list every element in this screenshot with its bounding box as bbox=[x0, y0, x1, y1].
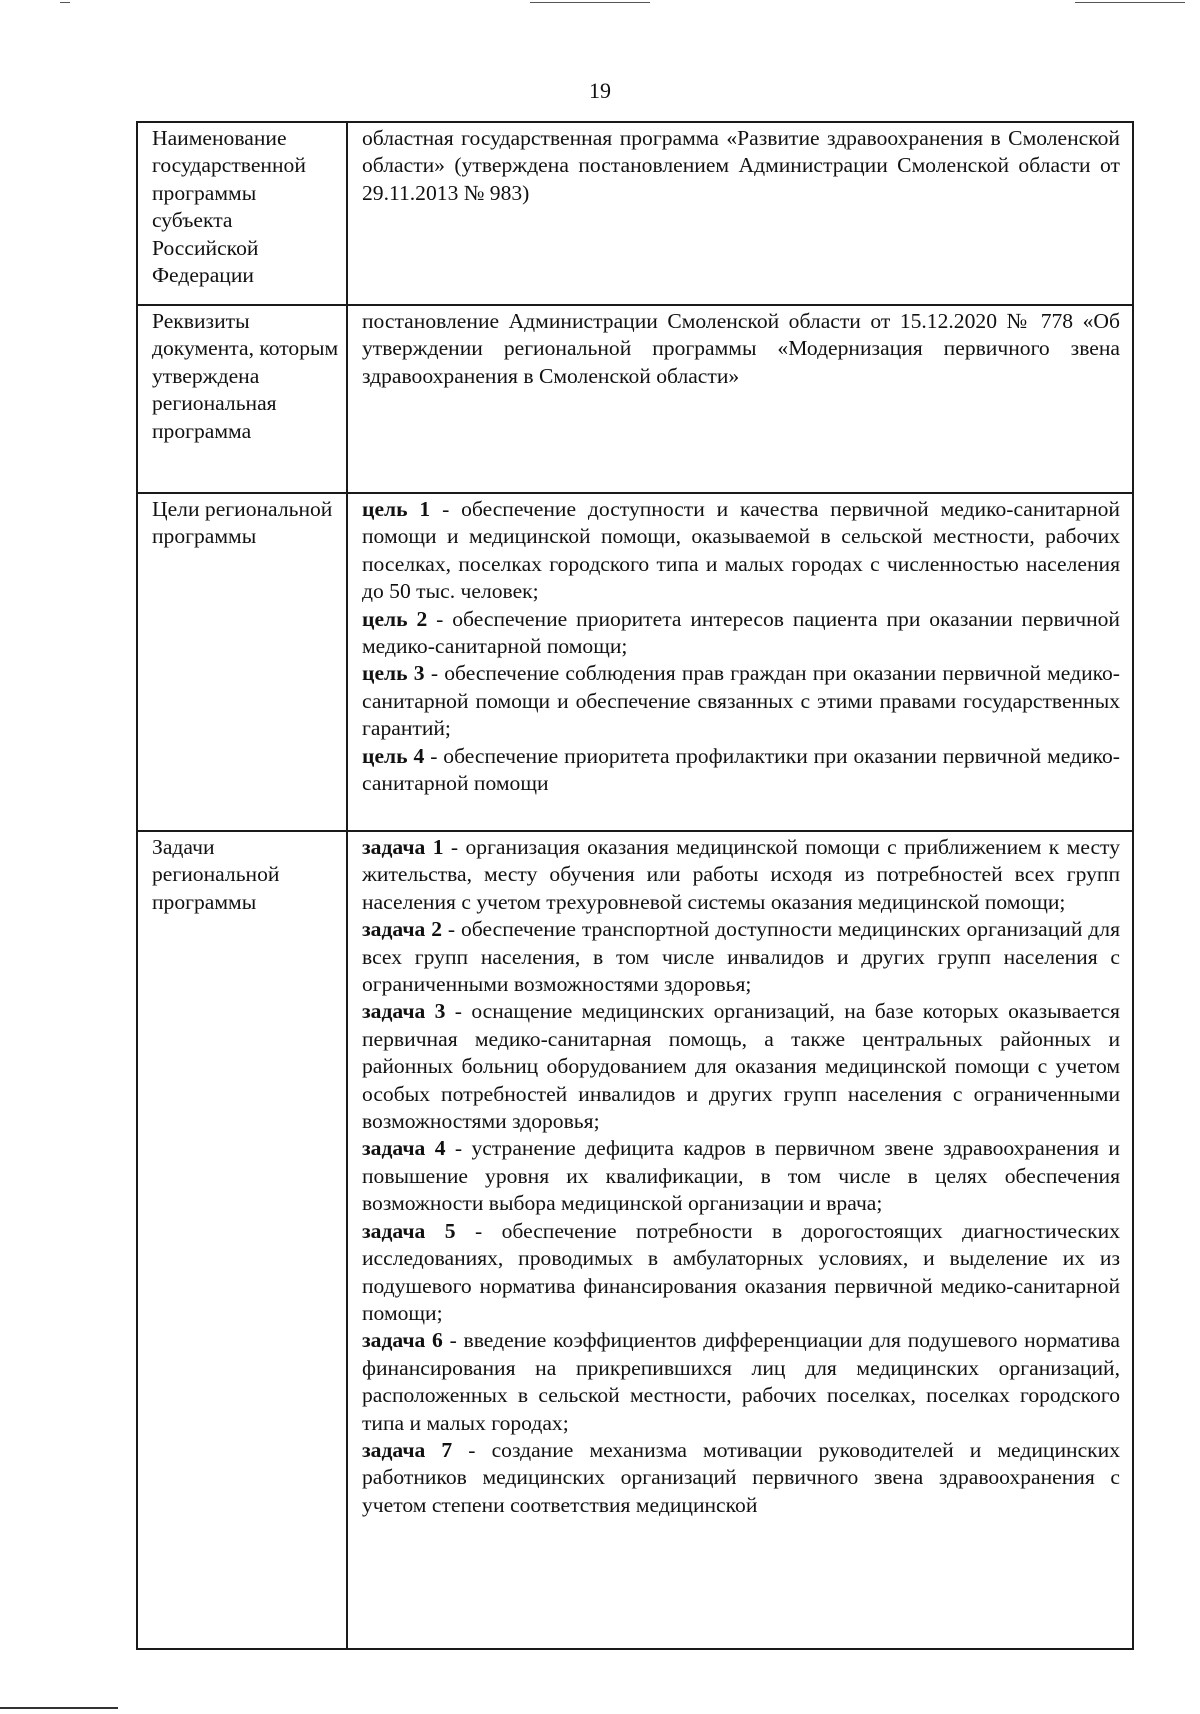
task-text: - обеспечение потребности в дорогостоящих диагностических исследованиях, проводимых в амбулаторных условиях, и выделение их из подушевого норматива финансирования оказания первичной медико-санитарной помощи; bbox=[362, 1218, 1120, 1325]
goal-head: цель 2 bbox=[362, 606, 428, 631]
task-item bbox=[362, 916, 1120, 998]
task-text: - обеспечение транспортной доступности медицинских организаций для всех групп населения, в том числе инвалидов и других групп населения с ограниченными возможностями здоровья; bbox=[362, 917, 1120, 997]
task-head: задача 5 bbox=[362, 1218, 456, 1243]
scan-artifact-top-center bbox=[530, 2, 650, 3]
goal-text: - обеспечение приоритета профилактики при оказании первичной медико-санитарной помощи bbox=[362, 743, 1120, 796]
task-item bbox=[362, 1218, 1120, 1328]
goal-text: - обеспечение приоритета интересов пациента при оказании первичной медико-санитарной помощи; bbox=[362, 606, 1120, 659]
task-text: - введение коэффициентов дифференциации для подушевого норматива финансирования на прикрепившихся лиц для медицинских организаций, расположенных в сельской местности, рабочих поселках, поселках городского типа и малых городах; bbox=[362, 1328, 1120, 1435]
task-head: задача 3 bbox=[362, 999, 446, 1024]
task-text: - устранение дефицита кадров в первичном звене здравоохранения и повышение уровня их квалификации, в том числе в целях обеспечения возможности выбора медицинской организации и врача; bbox=[362, 1136, 1120, 1216]
page-number: 19 bbox=[589, 78, 611, 103]
goal-head: цель 4 bbox=[362, 743, 425, 768]
task-item bbox=[362, 834, 1120, 916]
goal-item bbox=[362, 496, 1120, 606]
program-passport-table bbox=[136, 121, 1134, 1650]
row-content: постановление Администрации Смоленской области от 15.12.2020 № 778 «Об утверждении региональной программы «Модернизация первичного звена здравоохранения в Смоленской области» bbox=[347, 305, 1133, 493]
scan-artifact-top-right bbox=[1075, 2, 1185, 3]
task-text: - организация оказания медицинской помощи с приближением к месту жительства, месту обучения или работы исходя из потребностей всех групп населения с учетом трехуровневой системы оказания медицинской помощи; bbox=[362, 835, 1120, 914]
goal-item bbox=[362, 660, 1120, 742]
table-row-document-requisites bbox=[137, 305, 1133, 493]
task-item bbox=[362, 998, 1120, 1135]
task-item bbox=[362, 1327, 1120, 1437]
task-head: задача 1 bbox=[362, 835, 444, 859]
row-content-tasks bbox=[347, 831, 1133, 1649]
task-text: - создание механизма мотивации руководителей и медицинских работников медицинских организаций первичного звена здравоохранения с учетом степени соответствия медицинской bbox=[362, 1437, 1120, 1517]
row-label: Цели региональной программы bbox=[137, 493, 347, 831]
task-head: задача 7 bbox=[362, 1437, 453, 1462]
goal-text: - обеспечение доступности и качества первичной медико-санитарной помощи и медицинской помощи, оказываемой в сельской местности, рабочих поселках, поселках городского типа и малых городах с численностью населения до 50 тыс. человек; bbox=[362, 497, 1120, 604]
task-head: задача 2 bbox=[362, 917, 443, 942]
bottom-rule bbox=[0, 1707, 118, 1709]
goal-item bbox=[362, 606, 1120, 661]
row-content-goals bbox=[347, 493, 1133, 831]
row-label: Реквизиты документа, которым утверждена региональная программа bbox=[137, 305, 347, 493]
task-item bbox=[362, 1437, 1120, 1519]
goal-text: - обеспечение соблюдения прав граждан при оказании первичной медико-санитарной помощи и обеспечение связанных с этими правами государственных гарантий; bbox=[362, 661, 1121, 741]
table-row-goals bbox=[137, 493, 1133, 831]
table-row-tasks bbox=[137, 831, 1133, 1649]
task-item bbox=[362, 1135, 1120, 1217]
task-head: задача 4 bbox=[362, 1136, 446, 1161]
table-row-program-name bbox=[137, 122, 1133, 305]
scan-artifact-top-left bbox=[60, 2, 70, 3]
goal-head: цель 3 bbox=[362, 661, 425, 686]
task-head: задача 6 bbox=[362, 1328, 443, 1353]
goal-head: цель 1 bbox=[362, 497, 431, 521]
task-text: - оснащение медицинских организаций, на базе которых оказывается первичная медико-санитарная помощь, а также центральных районных и районных больниц оборудованием для оказания медицинской помощи с учетом особых потребностей инвалидов и других групп населения с ограниченными возможностями здоровья; bbox=[362, 999, 1120, 1134]
goal-item bbox=[362, 743, 1120, 798]
row-label: Наименование государственной программы субъекта Российской Федерации bbox=[137, 122, 347, 305]
row-label: Задачи региональной программы bbox=[137, 831, 347, 1649]
row-content: областная государственная программа «Развитие здравоохранения в Смоленской области» (утверждена постановлением Администрации Смоленской области от 29.11.2013 № 983) bbox=[347, 122, 1133, 305]
